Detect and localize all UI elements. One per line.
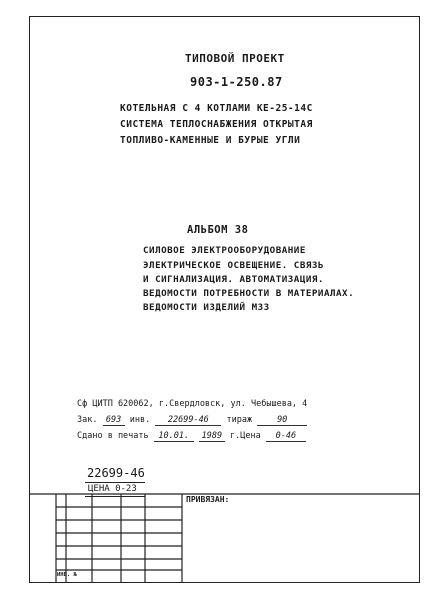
project-code: 903-1-250.87: [190, 75, 283, 89]
project-line-3: ТОПЛИВО-КАМЕННЫЕ И БУРЫЕ УГЛИ: [120, 135, 301, 146]
imprint-address: Сф ЦИТП 620062, г.Свердловск, ул. Чебышева, 4: [77, 399, 308, 409]
price-value: 0-46: [266, 431, 306, 442]
imprint-order-line: [77, 415, 307, 426]
sdano-value: 10.01.: [154, 431, 194, 442]
price-label: ЦЕНА 0-23: [88, 484, 137, 494]
album-line-5: ВЕДОМОСТИ ИЗДЕЛИЙ МЗЗ: [143, 302, 270, 313]
imprint-print-line: [77, 431, 306, 442]
price-underline: [85, 496, 145, 497]
year-suffix: г.Цена: [230, 431, 261, 441]
privyazan-label: ПРИВЯЗАН:: [186, 495, 230, 504]
album-line-2: ЭЛЕКТРИЧЕСКОЕ ОСВЕЩЕНИЕ. СВЯЗЬ: [143, 260, 324, 271]
tirazh-value: 90: [257, 415, 307, 426]
inventory-code-underline: [85, 482, 145, 483]
album-line-4: ВЕДОМОСТИ ПОТРЕБНОСТИ В МАТЕРИАЛАХ.: [143, 288, 355, 299]
album-line-1: СИЛОВОЕ ЭЛЕКТРООБОРУДОВАНИЕ: [143, 245, 306, 256]
album-title: АЛЬБОМ 38: [187, 224, 249, 236]
inventory-number-label: ИНВ. №: [57, 572, 77, 578]
tirazh-label: тираж: [226, 415, 253, 425]
album-line-3: И СИГНАЛИЗАЦИЯ. АВТОМАТИЗАЦИЯ.: [143, 274, 324, 285]
project-line-2: СИСТЕМА ТЕПЛОСНАБЖЕНИЯ ОТКРЫТАЯ: [120, 119, 313, 130]
project-type-title: ТИПОВОЙ ПРОЕКТ: [185, 52, 285, 65]
zak-label: Зак.: [77, 415, 98, 425]
zak-value: 693: [103, 415, 125, 426]
inv-label: инв.: [129, 415, 151, 425]
year-value: 1989: [199, 431, 225, 442]
sdano-label: Сдано в печать: [77, 431, 149, 441]
inv-value: 22699-46: [155, 415, 221, 426]
inventory-code: 22699-46: [87, 466, 145, 480]
project-line-1: КОТЕЛЬНАЯ С 4 КОТЛАМИ КЕ-25-14С: [120, 103, 313, 114]
